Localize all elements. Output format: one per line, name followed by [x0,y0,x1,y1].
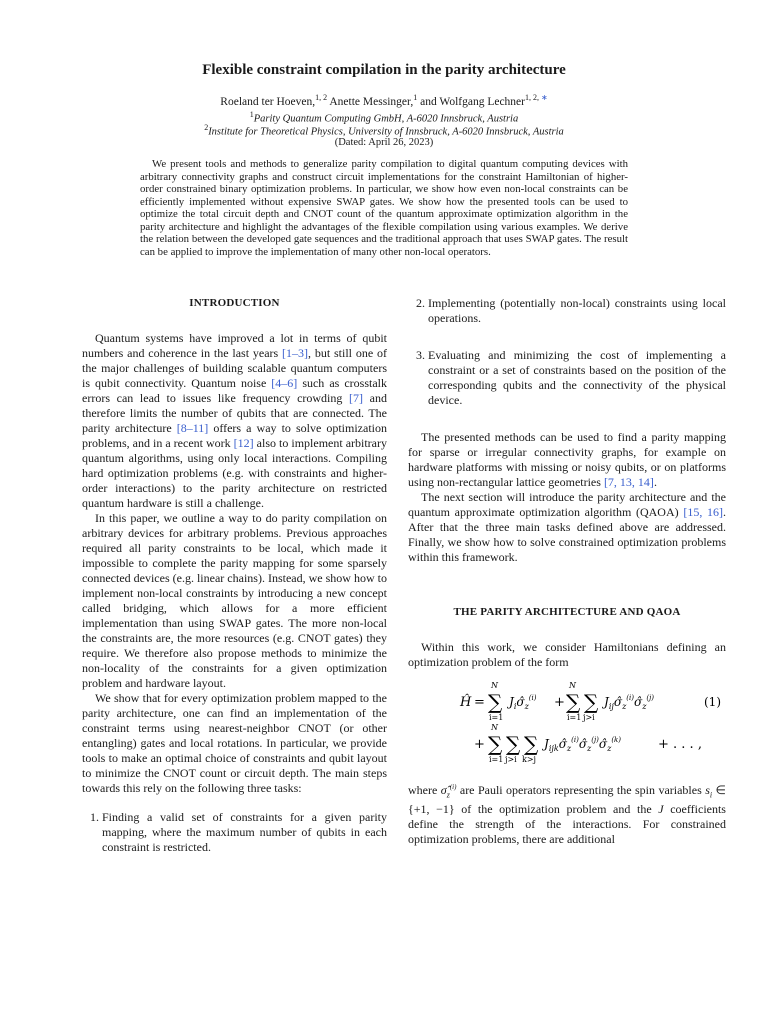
paragraph-mappings: The presented methods can be used to find a parity mapping for sparse or irregular connectivity graphs, for example on hardware platforms with missing or noisy qubits, or on platforms using non-rectangular lattice geometries [7, 13, 14]. [408,430,726,489]
paragraph-outline: The next section will introduce the parity architecture and the quantum approximate optimization algorithm (QAOA) [15, 16]. After that the three main tasks defined above are addressed. Finally, we show how to solve constrained optimization problems within this framework. [408,490,726,564]
intro-paragraph-1: Quantum systems have improved a lot in terms of qubit numbers and coherence in the last years [1–3], but still one of the major challenges of building scalable quantum computers is qubit connectivity. Quantum noise [4–6] such as crosstalk errors can lead to issues like frequency crowding [7] and therefore limits the number of qubits that are connected. The parity architecture [8–11] offers a way to solve optimization problems, and in a recent work [12] also to implement arbitrary quantum algorithms, using only local interactions. Compiling hard optimization problems (e.g. with constraints and higher-order interactions) to the parity architecture on restricted quantum hardware is still a challenge. [82,331,388,510]
intro-paragraph-2: In this paper, we outline a way to do parity compilation on arbitrary devices for arbitrary problems. Previous approaches required all parity constraints to be local, which made it impossible to complete the parity mapping for some sparsely connected devices (e.g. linear chains). Instead, we show how to implement non-local constraints by introducing a new concept called bridging, which allows for a more efficient implementation than using SWAP gates. The more non-local the constraints are, the more resources (e.g. CNOT gates) they require. We therefore also propose methods to minimize the non-locality of the constraints for a given optimization problem and hardware layout. [82,511,387,690]
author-3: and Wolfgang Lechner [417,95,525,108]
svg-text:N: N [491,681,498,690]
author-1: Roeland ter Hoeven, [220,95,316,108]
svg-text:Ĥ: Ĥ [460,695,472,710]
svg-text:=: = [474,695,485,710]
author-3-affil: 1, 2, ∗ [525,93,548,102]
svg-text:j>i: j>i [583,713,595,722]
svg-text:k>j: k>j [522,755,537,764]
svg-text:Jijkσ̂z(i)σ̂z(j)σ̂z(k): $J_{ijk}\sigmâ_z^{(i)}\sigmâ_z^{(j)}\sigmâ_z^{(k)}$ [544,736,622,753]
task-item-1: 1. Finding a valid set of constraints for a given parity mapping, where the maximum number of qubits in each constraint is restricted. [102,810,387,855]
svg-text:+: + [554,695,565,710]
svg-text:∑: ∑ [584,690,599,714]
intro-paragraph-3: We show that for every optimization problem mapped to the parity architecture, one can find an implementation of the constraint terms using nearest-neighbor CNOT (or other entangling) gates and local rotations. In particular, we provide tools to make an optimal choice of constraints and qubit layout to minimize the CNOT count or circuit depth. The main steps towards this rely on the following three tasks: [82,691,387,795]
author-2-affil: 1 [413,93,418,102]
citation-link[interactable]: [4–6] [271,376,298,390]
affiliation-2: $^2$Institute for Theoretical Physics, University of Innsbruck, A-6020 Innsbruck, Austria [204,123,564,138]
svg-text:j>i: j>i [505,755,517,764]
svg-text:i=1: i=1 [489,713,504,722]
task-item-2: 2. Implementing (potentially non-local) constraints using local operations. [428,296,726,326]
task-list-part-1 [82,810,387,855]
svg-text:∑: ∑ [488,690,503,714]
svg-text:∑: ∑ [524,732,539,756]
author-1-affil: 1, 2 [315,93,328,102]
paper-title: Flexible constraint compilation in the parity architecture [202,62,566,78]
citation-link[interactable]: [8–11] [176,421,209,435]
right-column [408,296,726,847]
citation-link[interactable]: [7, 13, 14] [603,475,654,489]
citation-link[interactable]: [15, 16] [683,505,723,519]
corresponding-author-link[interactable]: ∗ [541,93,548,102]
equation-number: (1) [704,695,721,709]
section-heading-parity-architecture: THE PARITY ARCHITECTURE AND QAOA [453,606,681,618]
equation-graphic [408,670,726,766]
left-column [82,296,387,855]
author-2: Anette Messinger, [327,95,414,108]
svg-text:i=1: i=1 [567,713,582,722]
citation-link[interactable]: [12] [233,436,254,450]
svg-text:N: N [569,681,576,690]
task-list-part-2 [408,296,726,326]
citation-link[interactable]: [1–3] [282,346,309,360]
svg-text:+: + [474,737,485,752]
section-heading-introduction: INTRODUCTION [189,297,280,309]
author-list [0,93,768,108]
svg-text:N: N [491,723,498,732]
svg-text:∑: ∑ [566,690,581,714]
task-list-part-3 [408,348,726,408]
svg-text:∑: ∑ [506,732,521,756]
task-item-3: 3. Evaluating and minimizing the cost of implementing a constraint or a set of constraints based on the position of the corresponding qubits and the connectivity of the physical device. [428,348,726,408]
paragraph-pauli-definition: where $\sigmâ_z^{(i)}$ are Pauli operators representing the spin variables $s_i$ ∈ {+1, −1} of the optimization problem and the J coefficients define the strength of the interactions. For constrained optimization problems, there are additional [408,783,727,847]
svg-text:Jiσ̂z(i): $J_i\sigmâ_z^{(i)}$ [509,694,537,711]
svg-text:+ . . . ,: + . . . , [658,737,702,752]
affiliation-1: $^1$Parity Quantum Computing GmbH, A-6020 Innsbruck, Austria [249,110,519,125]
svg-text:i=1: i=1 [489,755,504,764]
paragraph-hamiltonian-intro: Within this work, we consider Hamiltonians defining an optimization problem of the form [408,640,726,669]
abstract: We present tools and methods to generalize parity compilation to digital quantum computing devices with arbitrary connectivity graphs and construct circuit implementations for the constraint Hamiltonian of higher-order constrained binary optimization problems. In particular, we show how even non-local constraints can be efficiently implemented without expensive SWAP gates. We show how the presented tools can be used to optimize the total circuit depth and CNOT count of the quantum approximate optimization algorithm in the parity architecture and highlight the advantages of the flexible compilation using various examples. We derive the relation between the developed gate sequences and the traditional approach that uses SWAP gates. The result can be applied to improve the implementation of many other non-local operators. [140,158,628,258]
svg-text:∑: ∑ [488,732,503,756]
date-line: (Dated: April 26, 2023) [334,137,434,148]
equation-hamiltonian [408,670,726,766]
svg-text:Jijσ̂z(i)σ̂z(j): $J_{ij}\sigmâ_z^{(i)}\sigmâ_z^{(j)}$ [604,694,655,711]
citation-link[interactable]: [7] [349,391,364,405]
